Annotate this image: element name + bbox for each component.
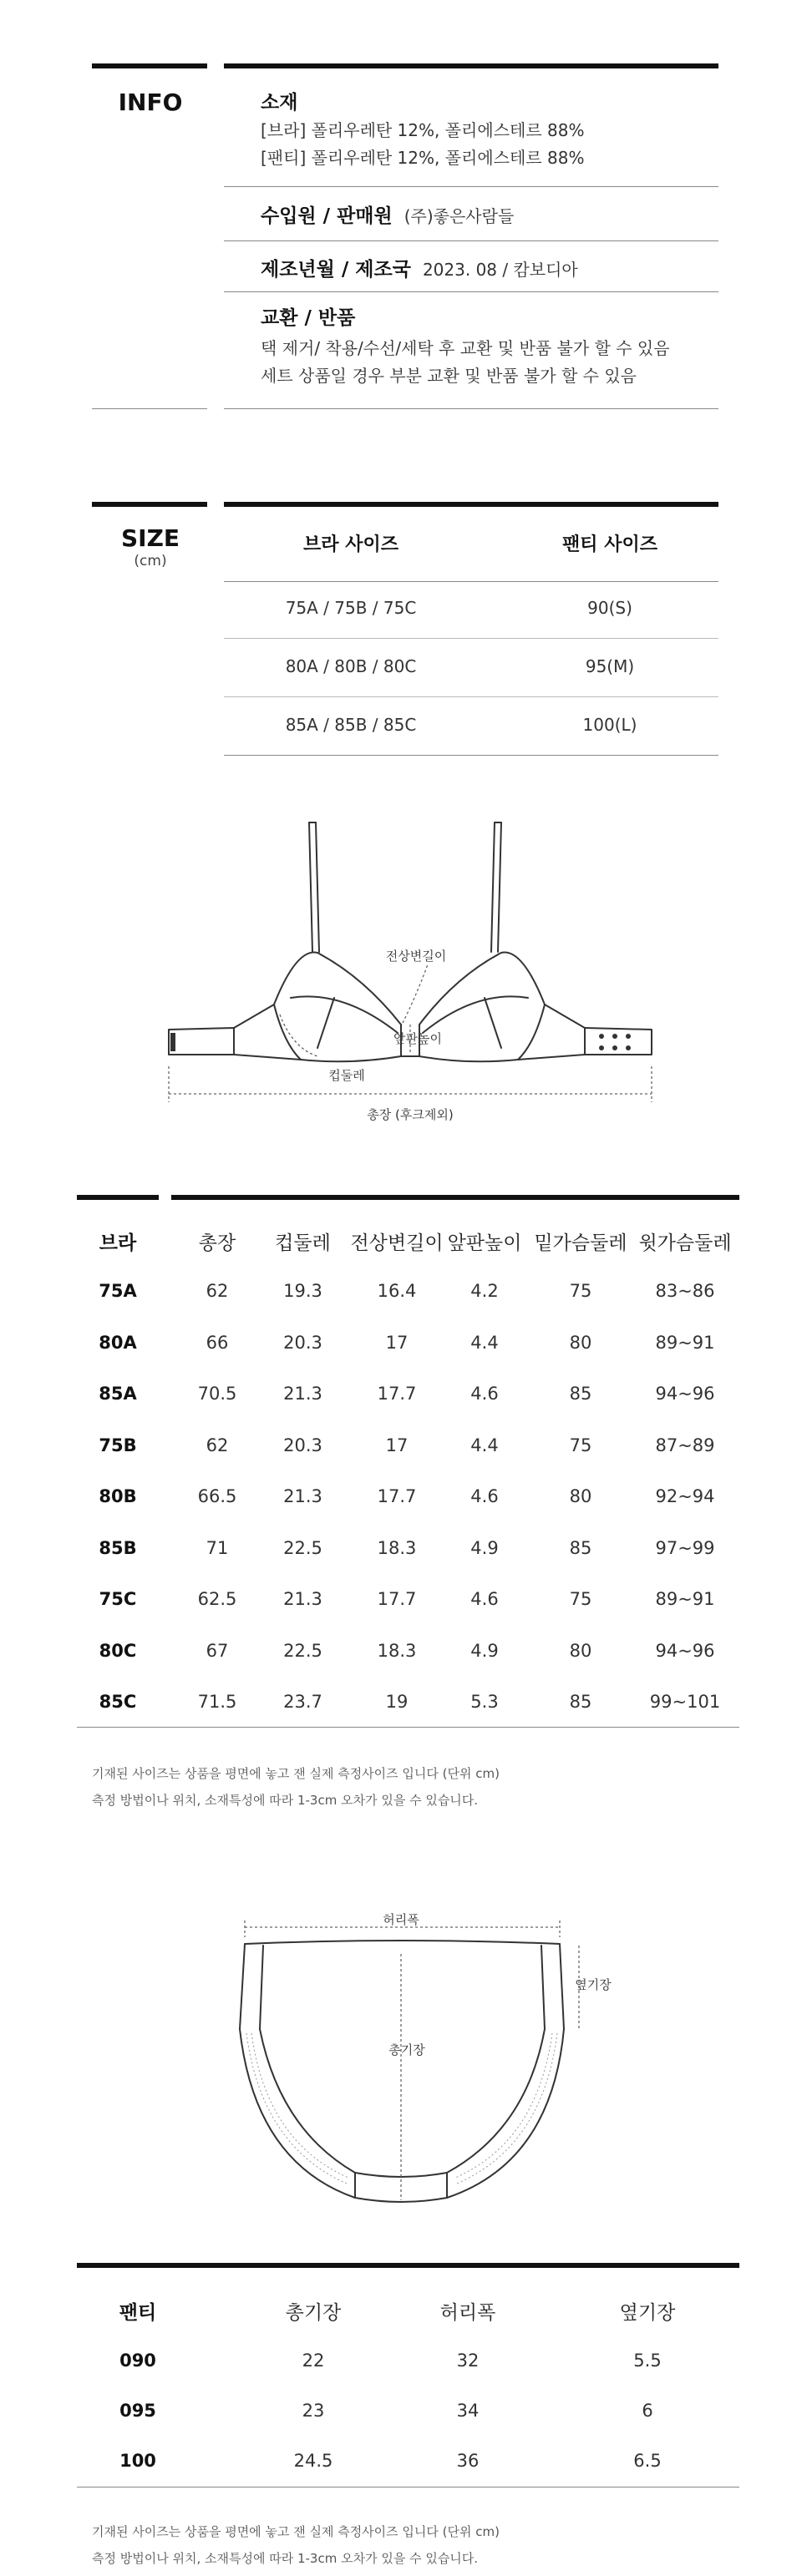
panty-label-length: 총기장 — [388, 2042, 425, 2057]
bra-value-cell: 4.4 — [470, 1435, 499, 1455]
bra-value-cell: 19.3 — [283, 1281, 322, 1301]
bra-size-cell: 85C — [99, 1692, 137, 1712]
panty-value-cell: 32 — [456, 2351, 480, 2371]
bra-value-cell: 4.4 — [470, 1332, 499, 1353]
bra-value-cell: 85 — [569, 1692, 592, 1712]
bra-value-cell: 75 — [569, 1589, 592, 1609]
size-panty-cell: 100(L) — [582, 715, 637, 735]
bra-value-cell: 17 — [385, 1435, 409, 1455]
bra-value-cell: 4.9 — [470, 1640, 499, 1661]
size-panty-cell: 90(S) — [587, 598, 632, 618]
panty-value-cell: 5.5 — [633, 2351, 662, 2371]
bra-value-cell: 18.3 — [377, 1640, 417, 1661]
panty-value-cell: 6 — [642, 2401, 653, 2421]
bra-note-2: 측정 방법이나 위치, 소재특성에 따라 1-3cm 오차가 있을 수 있습니다. — [92, 1793, 479, 1808]
bra-header-underbust: 밑가슴둘레 — [534, 1232, 627, 1254]
panty-diagram — [230, 1912, 612, 2213]
bra-label-top-cup: 전상변길이 — [385, 949, 447, 964]
bra-value-cell: 71.5 — [197, 1692, 237, 1712]
bra-note-1: 기재된 사이즈는 상품을 평면에 놓고 잰 실제 측정사이즈 입니다 (단위 cm) — [92, 1766, 500, 1781]
bra-size-cell: 75B — [99, 1435, 137, 1455]
bra-value-cell: 70.5 — [197, 1384, 237, 1404]
bra-table-content-bar — [171, 1195, 739, 1200]
bra-value-cell: 62.5 — [197, 1589, 237, 1609]
size-panty-cell: 95(M) — [585, 656, 635, 676]
bra-label-total: 총장 (후크제외) — [367, 1107, 454, 1122]
panty-value-cell: 22 — [302, 2351, 325, 2371]
panty-value-cell: 24.5 — [293, 2451, 333, 2471]
panty-header-length: 총기장 — [285, 2302, 342, 2324]
bra-value-cell: 17.7 — [377, 1384, 417, 1404]
material-line-bra: [브라] 폴리우레탄 12%, 폴리에스테르 88% — [261, 120, 585, 140]
bra-header-cup: 컵둘레 — [275, 1232, 331, 1254]
bra-value-cell: 62 — [206, 1281, 229, 1301]
bra-value-cell: 17 — [385, 1332, 409, 1353]
panty-value-cell: 34 — [456, 2401, 480, 2421]
size-header-bra: 브라 사이즈 — [303, 534, 398, 555]
bra-size-cell: 85A — [99, 1384, 137, 1404]
bra-value-cell: 21.3 — [283, 1589, 322, 1609]
panty-header-side: 옆기장 — [619, 2302, 676, 2324]
size-content-bar — [224, 502, 718, 507]
size-unit: (cm) — [134, 553, 167, 569]
bra-size-cell: 80B — [99, 1486, 137, 1506]
bra-value-cell: 22.5 — [283, 1640, 322, 1661]
bra-value-cell: 66 — [206, 1332, 229, 1353]
size-header-panty: 팬티 사이즈 — [562, 534, 657, 555]
bra-value-cell: 94~96 — [655, 1640, 715, 1661]
bra-header-total: 총장 — [198, 1232, 236, 1254]
bra-value-cell: 71 — [206, 1537, 229, 1558]
bra-value-cell: 85 — [569, 1384, 592, 1404]
bra-size-cell: 75C — [99, 1589, 137, 1609]
exchange-line-1: 택 제거/ 착용/수선/세탁 후 교환 및 반품 불가 할 수 있음 — [261, 338, 670, 358]
bra-value-cell: 18.3 — [377, 1537, 417, 1558]
bra-value-cell: 94~96 — [655, 1384, 715, 1404]
bra-value-cell: 4.2 — [470, 1281, 499, 1301]
bra-diagram — [150, 814, 668, 1140]
panty-note-1: 기재된 사이즈는 상품을 평면에 놓고 잰 실제 측정사이즈 입니다 (단위 cm) — [92, 2524, 500, 2539]
bra-value-cell: 80 — [569, 1332, 592, 1353]
bra-header-center: 앞판높이 — [447, 1232, 522, 1254]
bra-header-topcup: 전상변길이 — [350, 1232, 444, 1254]
panty-size-cell: 090 — [119, 2351, 156, 2371]
importer-title: 수입원 / 판매원 — [261, 205, 393, 227]
bra-value-cell: 20.3 — [283, 1435, 322, 1455]
info-content-bar — [224, 63, 718, 68]
bra-value-cell: 4.6 — [470, 1486, 499, 1506]
manufacture-value: 2023. 08 / 캄보디아 — [422, 260, 578, 280]
bra-value-cell: 16.4 — [377, 1281, 417, 1301]
bra-value-cell: 21.3 — [283, 1384, 322, 1404]
panty-note-2: 측정 방법이나 위치, 소재특성에 따라 1-3cm 오차가 있을 수 있습니다. — [92, 2551, 479, 2566]
size-bra-cell: 75A / 75B / 75C — [285, 598, 417, 618]
bra-size-cell: 80C — [99, 1640, 137, 1661]
bra-value-cell: 75 — [569, 1281, 592, 1301]
bra-value-cell: 5.3 — [470, 1692, 499, 1712]
bra-value-cell: 75 — [569, 1435, 592, 1455]
size-row-rule — [224, 696, 718, 697]
bra-value-cell: 4.9 — [470, 1537, 499, 1558]
size-header-rule — [224, 581, 718, 582]
importer-row — [261, 200, 514, 228]
bra-value-cell: 80 — [569, 1486, 592, 1506]
panty-size-cell: 100 — [119, 2451, 156, 2471]
info-label-bar — [92, 63, 207, 68]
size-bottom-rule — [224, 755, 718, 756]
bra-value-cell: 17.7 — [377, 1589, 417, 1609]
bra-value-cell: 92~94 — [655, 1486, 715, 1506]
exchange-line-2: 세트 상품일 경우 부분 교환 및 반품 불가 할 수 있음 — [261, 366, 637, 386]
bra-size-cell: 80A — [99, 1332, 137, 1353]
size-bra-cell: 80A / 80B / 80C — [285, 656, 417, 676]
bra-value-cell: 89~91 — [655, 1332, 715, 1353]
panty-label-side: 옆기장 — [575, 1977, 612, 1992]
bra-label-center: 앞판높이 — [393, 1031, 442, 1046]
panty-value-cell: 36 — [456, 2451, 480, 2471]
bra-value-cell: 85 — [569, 1537, 592, 1558]
bra-label-cup: 컵둘레 — [328, 1068, 365, 1083]
panty-header-size: 팬티 — [119, 2302, 157, 2324]
size-label-bar — [92, 502, 207, 507]
bra-header-bust: 윗가슴둘레 — [638, 1232, 732, 1254]
bra-value-cell: 99~101 — [649, 1692, 721, 1712]
info-bottom-rule-right — [224, 408, 718, 409]
bra-table-label-bar — [77, 1195, 159, 1200]
bra-value-cell: 66.5 — [197, 1486, 237, 1506]
bra-value-cell: 89~91 — [655, 1589, 715, 1609]
bra-size-cell: 75A — [99, 1281, 137, 1301]
bra-value-cell: 21.3 — [283, 1486, 322, 1506]
panty-table-top-bar — [77, 2263, 739, 2268]
material-title: 소재 — [261, 92, 298, 114]
bra-value-cell: 4.6 — [470, 1589, 499, 1609]
exchange-title: 교환 / 반품 — [261, 307, 356, 329]
info-divider — [224, 186, 718, 187]
panty-value-cell: 6.5 — [633, 2451, 662, 2471]
bra-value-cell: 23.7 — [283, 1692, 322, 1712]
info-section-label: INFO — [118, 89, 183, 116]
bra-value-cell: 80 — [569, 1640, 592, 1661]
size-bra-cell: 85A / 85B / 85C — [285, 715, 417, 735]
bra-header-size: 브라 — [99, 1232, 137, 1254]
bra-value-cell: 97~99 — [655, 1537, 715, 1558]
bra-size-cell: 85B — [99, 1537, 137, 1558]
bra-value-cell: 4.6 — [470, 1384, 499, 1404]
panty-label-waist: 허리폭 — [383, 1912, 419, 1927]
bra-value-cell: 87~89 — [655, 1435, 715, 1455]
size-row-rule — [224, 638, 718, 639]
bra-value-cell: 62 — [206, 1435, 229, 1455]
bra-value-cell: 19 — [385, 1692, 409, 1712]
bra-value-cell: 22.5 — [283, 1537, 322, 1558]
bra-value-cell: 20.3 — [283, 1332, 322, 1353]
info-divider — [224, 291, 718, 292]
manufacture-title: 제조년월 / 제조국 — [261, 259, 411, 281]
info-divider — [224, 240, 718, 241]
importer-value: (주)좋은사람들 — [404, 206, 515, 226]
bra-value-cell: 17.7 — [377, 1486, 417, 1506]
info-bottom-rule-left — [92, 408, 207, 409]
size-section-label: SIZE — [120, 524, 180, 552]
bra-value-cell: 67 — [206, 1640, 229, 1661]
bra-value-cell: 83~86 — [655, 1281, 715, 1301]
material-line-panty: [팬티] 폴리우레탄 12%, 폴리에스테르 88% — [261, 148, 585, 168]
panty-value-cell: 23 — [302, 2401, 325, 2421]
bra-table-bottom-rule — [77, 1727, 739, 1728]
manufacture-row — [261, 254, 578, 281]
panty-header-waist: 허리폭 — [439, 2302, 496, 2324]
panty-size-cell: 095 — [119, 2401, 156, 2421]
